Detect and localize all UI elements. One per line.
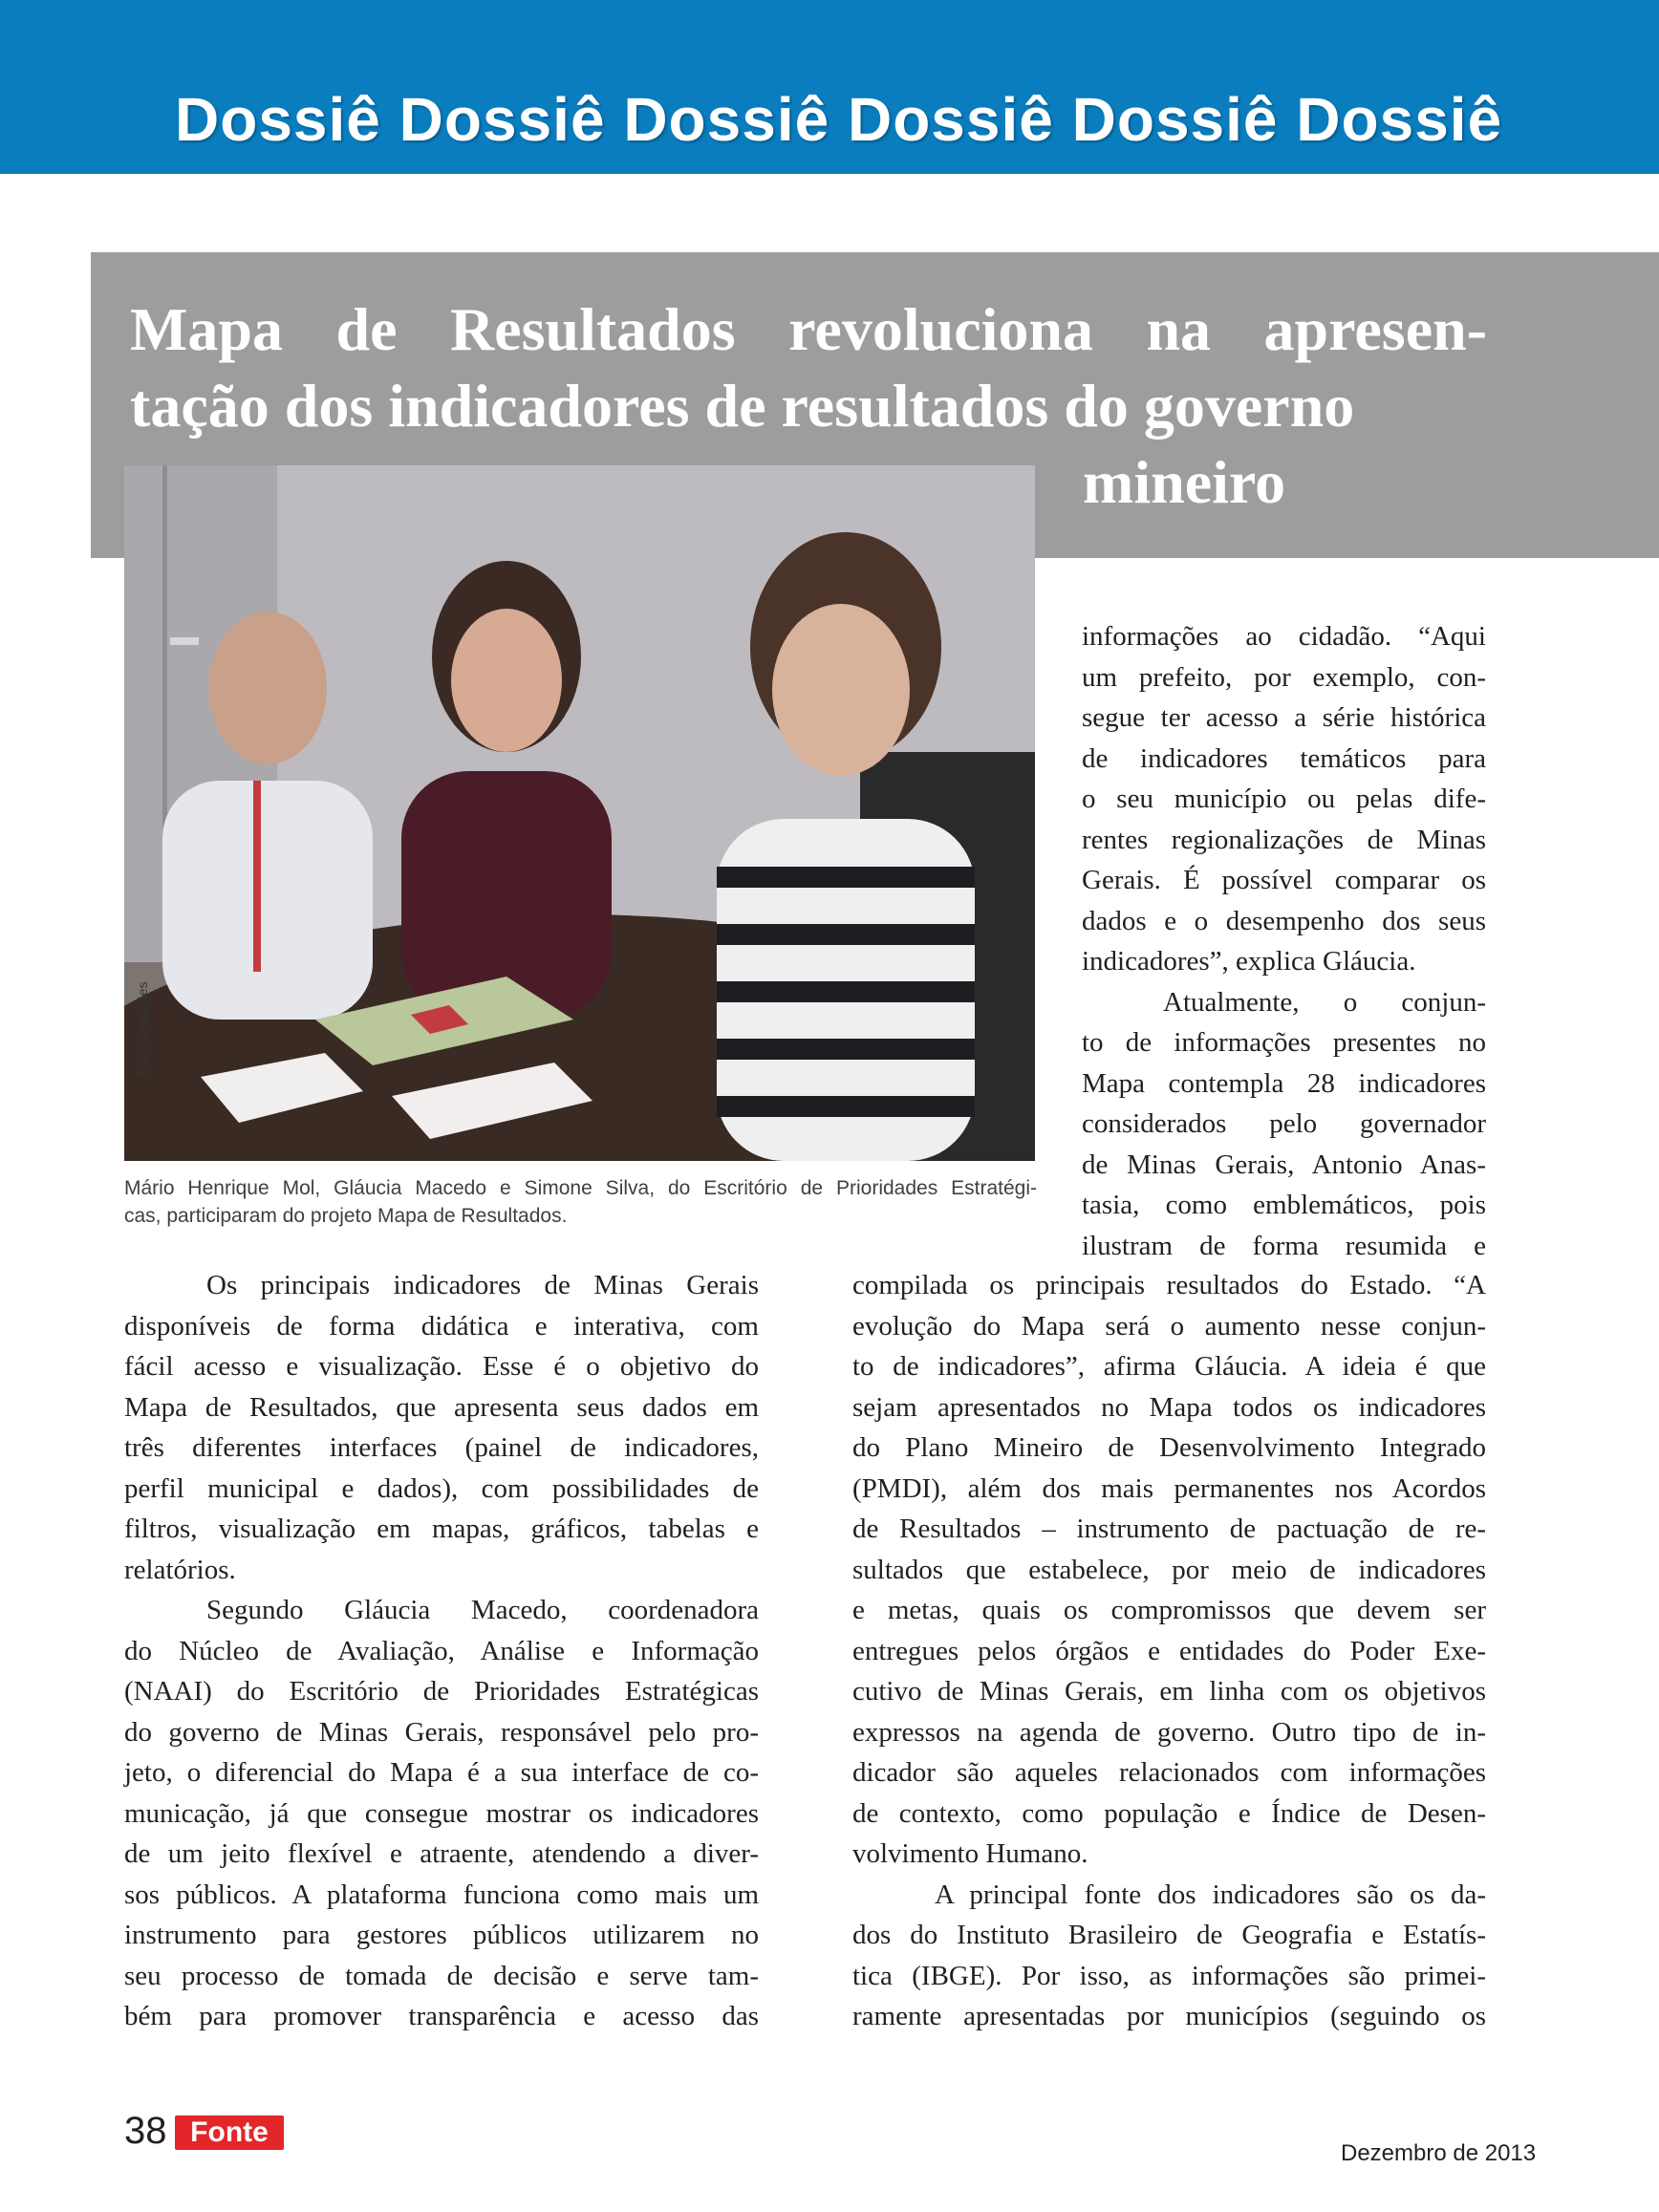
text-line: três diferentes interfaces (painel de indicadores,: [124, 1432, 759, 1463]
text-line: Os principais indicadores de Minas Gerais: [206, 1270, 759, 1300]
text-line: A principal fonte dos indicadores são os da-: [935, 1879, 1486, 1910]
text-line: seu processo de tomada de decisão e serve tam-: [124, 1960, 759, 1991]
text-line: Atualmente, o conjun-: [1163, 986, 1486, 1018]
text-line: (PMDI), além dos mais permanentes nos Acordos: [852, 1472, 1486, 1504]
article-headline: [130, 291, 1487, 521]
text-line: sultados que estabelece, por meio de indicadores: [852, 1554, 1486, 1585]
section-title: Dossiê Dossiê Dossiê Dossiê Dossiê Dossiê: [175, 85, 1503, 154]
text-line: sos públicos. A plataforma funciona como mais um: [124, 1879, 759, 1910]
text-line: disponíveis de forma didática e interativa, com: [124, 1310, 759, 1342]
article-photo: [124, 465, 1035, 1161]
text-line: to de indicadores”, afirma Gláucia. A ideia é que: [852, 1351, 1486, 1382]
text-line: indicadores”, explica Gláucia.: [1082, 946, 1416, 977]
text-line: tasia, como emblemáticos, pois: [1082, 1190, 1486, 1220]
right-column: [852, 1265, 1486, 2037]
text-line: fácil acesso e visualização. Esse é o objetivo do: [124, 1351, 759, 1382]
text-line: de um jeito flexível e atraente, atendendo a diver-: [124, 1838, 759, 1869]
text-line: informações ao cidadão. “Aqui: [1082, 621, 1486, 652]
text-line: jeto, o diferencial do Mapa é a sua interface de co-: [124, 1757, 759, 1788]
text-line: do governo de Minas Gerais, responsável pelo pro-: [124, 1716, 759, 1748]
text-line: Segundo Gláucia Macedo, coordenadora: [206, 1595, 759, 1625]
photo-credit: Júlia Magalhães: [135, 981, 150, 1079]
text-line: to de informações presentes no: [1082, 1027, 1486, 1058]
text-line: segue ter acesso a série histórica: [1082, 702, 1486, 733]
text-line: municação, já que consegue mostrar os indicadores: [124, 1797, 759, 1829]
text-line: do Plano Mineiro de Desenvolvimento Integrado: [852, 1432, 1486, 1463]
left-column: [124, 1265, 759, 2037]
magazine-logo-text: Fonte: [190, 2116, 269, 2148]
headline-line: mineiro: [1083, 448, 1286, 516]
issue-date: Dezembro de 2013: [1341, 2140, 1537, 2166]
text-line: instrumento para gestores públicos utilizarem no: [124, 1920, 759, 1950]
text-line: de indicadores temáticos para: [1082, 742, 1486, 774]
text-line: sejam apresentados no Mapa todos os indicadores: [852, 1391, 1486, 1423]
text-line: evolução do Mapa será o aumento nesse conjun-: [852, 1310, 1486, 1342]
text-line: perfil municipal e dados), com possibilidades de: [124, 1472, 759, 1504]
text-line: do Núcleo de Avaliação, Análise e Informação: [124, 1635, 759, 1666]
text-line: ramente apresentadas por municípios (seguindo os: [852, 2001, 1486, 2031]
text-line: o seu município ou pelas dife-: [1082, 784, 1486, 814]
text-line: volvimento Humano.: [852, 1838, 1088, 1869]
text-line: dos do Instituto Brasileiro de Geografia e Estatís-: [852, 1920, 1486, 1950]
text-line: filtros, visualização em mapas, gráficos, tabelas e: [124, 1514, 759, 1544]
text-line: cutivo de Minas Gerais, em linha com os objetivos: [852, 1676, 1486, 1707]
magazine-logo: [175, 2115, 284, 2150]
text-line: considerados pelo governador: [1082, 1108, 1486, 1139]
text-line: dicador são aqueles relacionados com informações: [852, 1757, 1486, 1788]
text-line: de Minas Gerais, Antonio Anas-: [1082, 1149, 1486, 1180]
text-line: Gerais. É possível comparar os: [1082, 865, 1486, 895]
photo-caption: [124, 1174, 1037, 1230]
text-line: dados e o desempenho dos seus: [1082, 905, 1486, 936]
right-column-top: [1082, 616, 1486, 1266]
text-line: compilada os principais resultados do Estado. “A: [852, 1270, 1486, 1300]
caption-line: Mário Henrique Mol, Gláucia Macedo e Simone Silva, do Escritório de Prioridades Estratégi-: [124, 1177, 1037, 1199]
caption-line: cas, participaram do projeto Mapa de Resultados.: [124, 1205, 568, 1227]
text-line: expressos na agenda de governo. Outro tipo de in-: [852, 1716, 1486, 1748]
text-line: (NAAI) do Escritório de Prioridades Estratégicas: [124, 1676, 759, 1707]
text-line: de contexto, como população e Índice de Desen-: [852, 1797, 1486, 1829]
text-line: entregues pelos órgãos e entidades do Poder Exe-: [852, 1635, 1486, 1666]
text-line: rentes regionalizações de Minas: [1082, 824, 1486, 855]
text-line: bém para promover transparência e acesso das: [124, 2001, 759, 2031]
photo-illustration: [124, 465, 1035, 1161]
text-line: de Resultados – instrumento de pactuação de re-: [852, 1514, 1486, 1544]
headline-line: Mapa de Resultados revoluciona na apresen-: [130, 295, 1487, 363]
text-line: e metas, quais os compromissos que devem ser: [852, 1595, 1486, 1625]
page-number: 38: [124, 2110, 167, 2152]
text-line: tica (IBGE). Por isso, as informações são primei-: [852, 1960, 1486, 1991]
text-line: ilustram de forma resumida e: [1082, 1230, 1486, 1261]
text-line: Mapa contempla 28 indicadores: [1082, 1067, 1486, 1099]
text-line: Mapa de Resultados, que apresenta seus dados em: [124, 1391, 759, 1423]
text-line: um prefeito, por exemplo, con-: [1082, 661, 1486, 693]
headline-line: tação dos indicadores de resultados do governo: [130, 372, 1355, 440]
text-line: relatórios.: [124, 1554, 236, 1585]
